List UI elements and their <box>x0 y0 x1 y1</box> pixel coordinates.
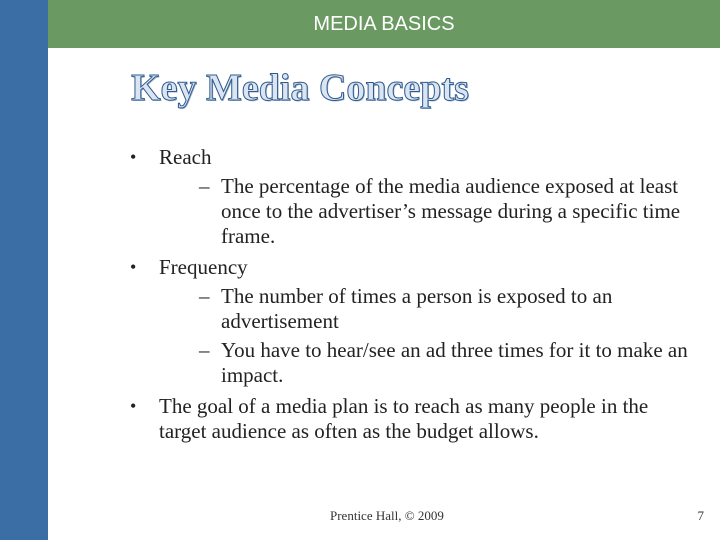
bullet-marker: • <box>130 396 137 416</box>
dash-marker: – <box>199 174 210 198</box>
bullet-text: The goal of a media plan is to reach as many people in the target audience as often as the budget allows. <box>159 394 649 443</box>
sub-bullet <box>159 284 690 334</box>
bullet-text: Reach <box>159 145 212 169</box>
sub-bullet-text: You have to hear/see an ad three times for it to make an impact. <box>221 338 688 387</box>
footer-credit: Prentice Hall, © 2009 <box>330 508 444 523</box>
sub-bullet-list <box>159 174 690 249</box>
dash-marker: – <box>199 338 210 362</box>
sub-bullet <box>159 174 690 249</box>
bullet-frequency <box>130 255 690 388</box>
slide-body <box>130 145 690 450</box>
page-number: 7 <box>697 508 704 523</box>
sub-bullet-text: The number of times a person is exposed to an advertisement <box>221 284 613 333</box>
bullet-text: Frequency <box>159 255 248 279</box>
bullet-list <box>130 145 690 444</box>
bullet-marker: • <box>130 257 137 277</box>
bullet-marker: • <box>130 147 137 167</box>
dash-marker: – <box>199 284 210 308</box>
sub-bullet-text: The percentage of the media audience exposed at least once to the advertiser’s message during a specific time frame. <box>221 174 681 248</box>
bullet-reach <box>130 145 690 249</box>
slide-title: Key Media Concepts <box>131 67 469 109</box>
section-header <box>48 0 720 48</box>
section-header-label: MEDIA BASICS <box>313 12 455 35</box>
sub-bullet-list <box>159 284 690 388</box>
bullet-goal <box>130 394 690 444</box>
sub-bullet <box>159 338 690 388</box>
